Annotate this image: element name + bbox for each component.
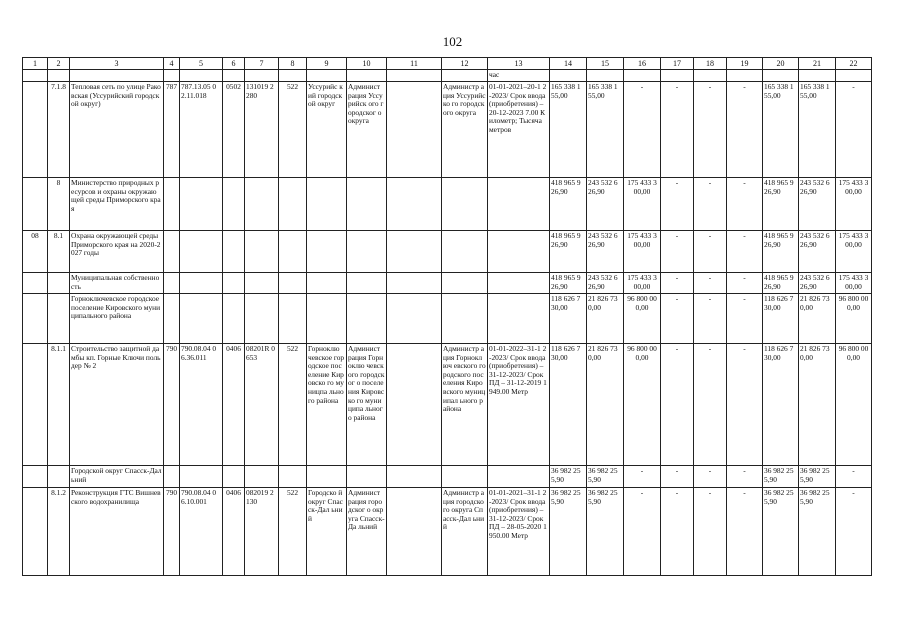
table-cell (347, 178, 387, 231)
table-cell: 787.13.05 02.11.018 (180, 82, 223, 178)
table-cell: - (836, 488, 872, 576)
table-cell (180, 466, 223, 488)
table-cell: - (624, 466, 661, 488)
table-cell: 243 532 6 26,90 (587, 273, 624, 294)
table-cell: - (661, 273, 694, 294)
table-cell: 0406 (223, 344, 245, 466)
table-cell: 175 433 3 00,00 (624, 273, 661, 294)
table-cell (279, 294, 307, 344)
table-cell: 01-01-2021–31-1 2-2023/ Срок ввода (приобретения) – 31-12-2023/ Срок ПД – 28-05-2020 1950.00 Метр (488, 488, 550, 576)
table-cell: - (694, 488, 727, 576)
table-cell: Горноключевское городское поселение Кировского муниципального района (70, 294, 164, 344)
table-cell: 418 965 9 26,90 (550, 178, 587, 231)
table-cell: - (624, 82, 661, 178)
table-cell (70, 70, 164, 82)
table-cell (23, 466, 48, 488)
table-cell: 418 965 9 26,90 (550, 231, 587, 273)
table-cell: 082019 2130 (245, 488, 279, 576)
table-cell: 21 826 73 0,00 (587, 344, 624, 466)
table-row (23, 344, 872, 466)
table-cell: 790.08.04 06.10.001 (180, 488, 223, 576)
table-cell: - (836, 82, 872, 178)
table-cell: - (661, 178, 694, 231)
table-row (23, 488, 872, 576)
table-row (23, 294, 872, 344)
table-cell (23, 273, 48, 294)
table-cell: Администр ация городского округа Спасск-Дал ьний (442, 488, 488, 576)
table-cell: - (727, 488, 763, 576)
table-cell (245, 273, 279, 294)
table-cell (488, 273, 550, 294)
table-cell (442, 466, 488, 488)
table-cell: 08201R 0653 (245, 344, 279, 466)
table-cell (180, 178, 223, 231)
table-cell (223, 273, 245, 294)
column-header: 17 (661, 58, 694, 70)
table-cell (180, 70, 223, 82)
table-cell (488, 178, 550, 231)
table-cell (48, 70, 70, 82)
table-cell (307, 294, 347, 344)
table-cell (799, 70, 836, 82)
table-cell: Городской округ Спасск-Дальний (70, 466, 164, 488)
table-cell: 118 626 7 30,00 (550, 294, 587, 344)
table-cell: 175 433 3 00,00 (836, 273, 872, 294)
table-cell: 165 338 1 55,00 (587, 82, 624, 178)
table-cell (488, 294, 550, 344)
table-cell: 21 826 73 0,00 (799, 344, 836, 466)
table-cell (347, 466, 387, 488)
table-cell: 7.1.8 (48, 82, 70, 178)
table-cell: 8 (48, 178, 70, 231)
table-cell (347, 231, 387, 273)
column-header: 8 (279, 58, 307, 70)
table-cell: 175 433 3 00,00 (836, 231, 872, 273)
table-cell: 96 800 00 0,00 (836, 294, 872, 344)
table-cell (387, 273, 442, 294)
table-cell: 36 982 25 5,90 (763, 466, 799, 488)
table-cell: 118 626 7 30,00 (763, 344, 799, 466)
table-cell: 790 (164, 344, 180, 466)
table-cell: - (694, 344, 727, 466)
table-cell: 131019 2280 (245, 82, 279, 178)
table-cell (442, 70, 488, 82)
table-cell: - (624, 488, 661, 576)
table-row (23, 70, 872, 82)
table-cell: 36 982 25 5,90 (550, 466, 587, 488)
table-cell (387, 70, 442, 82)
table-cell: 118 626 7 30,00 (763, 294, 799, 344)
table-cell: - (694, 82, 727, 178)
table-cell (387, 82, 442, 178)
table-cell: Админист рация городског о округа Спасск-Да льний (347, 488, 387, 576)
column-header: 21 (799, 58, 836, 70)
table-cell (23, 488, 48, 576)
table-cell (279, 466, 307, 488)
column-header: 16 (624, 58, 661, 70)
table-cell (624, 70, 661, 82)
column-header: 4 (164, 58, 180, 70)
table-cell (23, 82, 48, 178)
table-cell (223, 294, 245, 344)
table-cell: - (727, 231, 763, 273)
table-cell (387, 488, 442, 576)
table-cell: - (694, 273, 727, 294)
table-cell: - (661, 488, 694, 576)
table-cell (23, 344, 48, 466)
table-cell (164, 70, 180, 82)
table-row (23, 273, 872, 294)
table-cell (550, 70, 587, 82)
column-header: 22 (836, 58, 872, 70)
table-cell: Министерство природных ресурсов и охраны окружающей среды Приморского края (70, 178, 164, 231)
table-cell (387, 344, 442, 466)
table-cell (661, 70, 694, 82)
table-cell (442, 178, 488, 231)
column-header: 9 (307, 58, 347, 70)
table-cell: - (727, 82, 763, 178)
table-cell (180, 273, 223, 294)
table-cell: 96 800 00 0,00 (836, 344, 872, 466)
column-header: 13 (488, 58, 550, 70)
table-cell (763, 70, 799, 82)
column-header: 1 (23, 58, 48, 70)
table-cell: 08 (23, 231, 48, 273)
table-cell: 790.08.04 06.36.011 (180, 344, 223, 466)
table-cell: - (727, 344, 763, 466)
table-cell: час (488, 70, 550, 82)
table-cell: Администр ация Горноключ евского городского поселения Кировского муниципал ьного района (442, 344, 488, 466)
table-cell (727, 70, 763, 82)
table-cell (223, 178, 245, 231)
table-cell: - (661, 466, 694, 488)
table-row (23, 82, 872, 178)
table-cell: - (694, 231, 727, 273)
table-cell: 243 532 6 26,90 (799, 231, 836, 273)
table-cell (387, 231, 442, 273)
table-row (23, 231, 872, 273)
table-cell (347, 273, 387, 294)
table-cell: 165 338 1 55,00 (763, 82, 799, 178)
table-cell: - (661, 294, 694, 344)
table-cell (245, 294, 279, 344)
column-header: 10 (347, 58, 387, 70)
table-cell: Строительство защитной дамбы кп. Горные Ключи польдер № 2 (70, 344, 164, 466)
table-cell (442, 231, 488, 273)
table-cell: - (836, 466, 872, 488)
column-header: 6 (223, 58, 245, 70)
table-cell: 243 532 6 26,90 (587, 178, 624, 231)
page-number: 102 (442, 34, 463, 49)
table-cell: 96 800 00 0,00 (624, 344, 661, 466)
table-body (23, 58, 872, 576)
table-cell: 165 338 1 55,00 (799, 82, 836, 178)
table-cell (279, 70, 307, 82)
column-header: 15 (587, 58, 624, 70)
table-cell: - (727, 273, 763, 294)
column-header: 19 (727, 58, 763, 70)
column-header: 11 (387, 58, 442, 70)
table-cell: 36 982 25 5,90 (763, 488, 799, 576)
table-cell: - (727, 466, 763, 488)
table-row (23, 466, 872, 488)
column-header: 18 (694, 58, 727, 70)
column-header: 2 (48, 58, 70, 70)
table-cell: 118 626 7 30,00 (550, 344, 587, 466)
table-cell (245, 466, 279, 488)
table-cell: Уссурийс кий городской округ (307, 82, 347, 178)
table-cell: 96 800 00 0,00 (624, 294, 661, 344)
table-cell: Реконструкция ГТС Вишневского водохранилища (70, 488, 164, 576)
table-cell: 418 965 9 26,90 (763, 178, 799, 231)
table-cell: - (661, 82, 694, 178)
table-cell (48, 294, 70, 344)
table-cell (587, 70, 624, 82)
table-cell: 01-01-2022–31-1 2-2023/ Срок ввода (приобретения) – 31-12-2023/ Срок ПД – 31-12-2019 1949.00 Метр (488, 344, 550, 466)
table-cell (164, 273, 180, 294)
table-cell: - (661, 344, 694, 466)
table-cell: - (694, 466, 727, 488)
table-cell (488, 466, 550, 488)
table-cell (694, 70, 727, 82)
table-cell: 36 982 25 5,90 (587, 488, 624, 576)
table-cell: 36 982 25 5,90 (799, 488, 836, 576)
table-cell: - (727, 178, 763, 231)
table-cell: 36 982 25 5,90 (587, 466, 624, 488)
table-cell (164, 294, 180, 344)
table-cell: 36 982 25 5,90 (799, 466, 836, 488)
table-cell (245, 178, 279, 231)
table-cell: 8.1.2 (48, 488, 70, 576)
header-row (23, 58, 872, 70)
table-cell: 243 532 6 26,90 (799, 178, 836, 231)
table-cell: 0502 (223, 82, 245, 178)
table-cell: 522 (279, 488, 307, 576)
table-cell (223, 231, 245, 273)
table-cell: 418 965 9 26,90 (763, 231, 799, 273)
table-cell: 418 965 9 26,90 (550, 273, 587, 294)
table-cell (387, 294, 442, 344)
table-cell: 243 532 6 26,90 (587, 231, 624, 273)
table-cell (164, 466, 180, 488)
table-cell (180, 231, 223, 273)
table-cell: 36 982 25 5,90 (550, 488, 587, 576)
table-cell (23, 178, 48, 231)
column-header: 7 (245, 58, 279, 70)
column-header: 12 (442, 58, 488, 70)
table-cell: 01-01-2021–20-1 2-2023/ Срок ввода (приобретения) – 20-12-2023 7.00 Километр; Тысяча метров (488, 82, 550, 178)
table-cell: Охрана окружающей среды Приморского края на 2020-2027 годы (70, 231, 164, 273)
table-cell: Тепловая сеть по улице Раковская (Уссурийский городской округ) (70, 82, 164, 178)
table-cell (307, 231, 347, 273)
column-header: 14 (550, 58, 587, 70)
table-cell: - (661, 231, 694, 273)
table-row (23, 178, 872, 231)
table-cell: - (727, 294, 763, 344)
table-cell (223, 70, 245, 82)
table-cell: Администр ация Уссурийско го городского округа (442, 82, 488, 178)
table-cell (307, 273, 347, 294)
table-cell (223, 466, 245, 488)
table-cell (836, 70, 872, 82)
table-cell (48, 466, 70, 488)
table-cell: Горноклю чевское городское поселение Кировско го муницпа льного района (307, 344, 347, 466)
table-cell (307, 466, 347, 488)
table-cell: Админист рация Уссурийск ого городског о округа (347, 82, 387, 178)
table-cell (307, 178, 347, 231)
table-cell: 21 826 73 0,00 (587, 294, 624, 344)
table-cell: 243 532 6 26,90 (799, 273, 836, 294)
table-cell (180, 294, 223, 344)
table-cell: 175 433 3 00,00 (624, 231, 661, 273)
table-cell (23, 294, 48, 344)
table-cell (279, 231, 307, 273)
table-cell: 175 433 3 00,00 (836, 178, 872, 231)
table-cell (164, 178, 180, 231)
table-cell (279, 273, 307, 294)
table-cell (245, 70, 279, 82)
table-cell: 175 433 3 00,00 (624, 178, 661, 231)
table-cell: 522 (279, 344, 307, 466)
table-cell (387, 466, 442, 488)
table-cell (387, 178, 442, 231)
table-cell (164, 231, 180, 273)
budget-table (22, 57, 872, 576)
table-cell: 0406 (223, 488, 245, 576)
column-header: 3 (70, 58, 164, 70)
table-cell: 522 (279, 82, 307, 178)
table-cell: Админист рация Горноклю чевского городског о поселения Кировско го муниципа льного района (347, 344, 387, 466)
table-cell: 21 826 73 0,00 (799, 294, 836, 344)
table-cell (245, 231, 279, 273)
table-cell (279, 178, 307, 231)
column-header: 5 (180, 58, 223, 70)
table-cell: - (694, 294, 727, 344)
table-cell (48, 273, 70, 294)
table-cell: 418 965 9 26,90 (763, 273, 799, 294)
table-cell (488, 231, 550, 273)
table-cell (442, 294, 488, 344)
table-cell (442, 273, 488, 294)
table-cell: 790 (164, 488, 180, 576)
table-cell: 8.1.1 (48, 344, 70, 466)
table-cell (347, 70, 387, 82)
table-cell: Муниципальная собственность (70, 273, 164, 294)
table-cell: 8.1 (48, 231, 70, 273)
table-cell: 787 (164, 82, 180, 178)
table-cell (307, 70, 347, 82)
table-cell (23, 70, 48, 82)
table-cell: - (694, 178, 727, 231)
table-cell (347, 294, 387, 344)
table-cell: 165 338 1 55,00 (550, 82, 587, 178)
table-cell: Городско й округ Спасск-Дал ьний (307, 488, 347, 576)
column-header: 20 (763, 58, 799, 70)
